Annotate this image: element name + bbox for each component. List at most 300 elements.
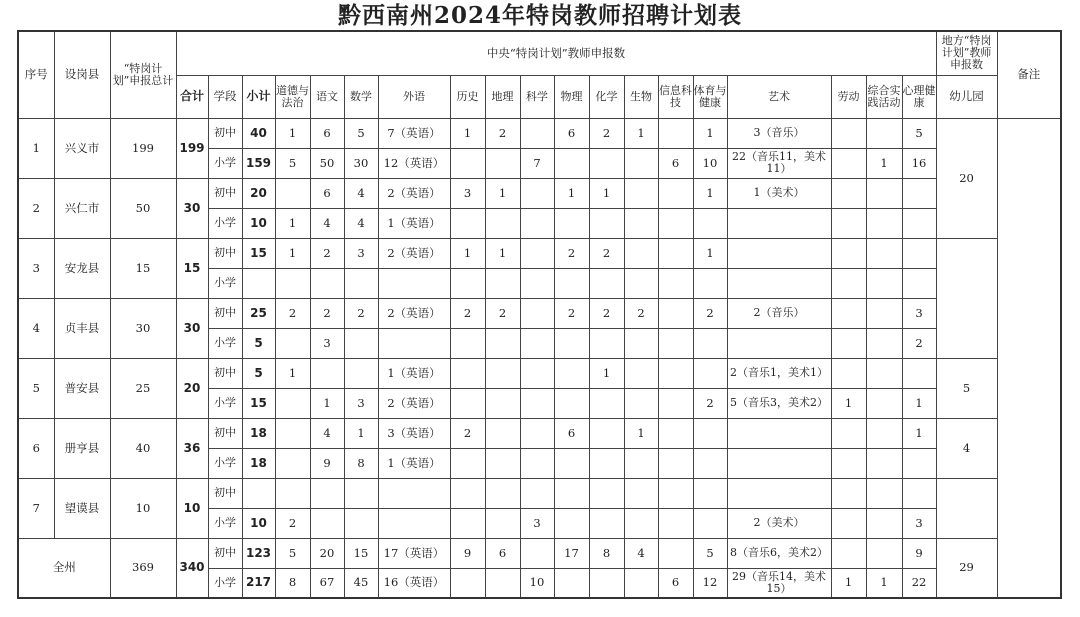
count-cell: 4	[344, 178, 378, 208]
count-cell: 3	[902, 508, 936, 538]
count-cell: 1	[275, 238, 310, 268]
count-cell	[378, 478, 450, 508]
count-cell: 1（美术）	[727, 178, 831, 208]
subject-header: 化学	[589, 75, 624, 118]
total-declared-header: “特岗计划”申报总计	[110, 31, 176, 118]
count-cell: 5（音乐3，美术2）	[727, 388, 831, 418]
count-cell	[520, 478, 554, 508]
count-cell	[866, 478, 902, 508]
count-cell	[658, 208, 693, 238]
count-cell: 16	[902, 148, 936, 178]
table-row	[18, 478, 1061, 508]
count-cell: 15	[344, 538, 378, 568]
count-cell	[450, 268, 485, 298]
count-cell: 7	[520, 148, 554, 178]
count-cell	[624, 238, 658, 268]
count-cell	[866, 358, 902, 388]
declared-total-cell: 199	[110, 118, 176, 178]
count-cell	[727, 238, 831, 268]
count-cell	[658, 418, 693, 448]
count-cell	[450, 508, 485, 538]
count-cell: 2	[589, 118, 624, 148]
count-cell	[450, 328, 485, 358]
count-cell	[727, 448, 831, 478]
count-cell: 5	[344, 118, 378, 148]
count-cell: 10	[520, 568, 554, 598]
sum-cell: 10	[176, 478, 208, 538]
sum-cell: 20	[176, 358, 208, 418]
count-cell	[624, 508, 658, 538]
count-cell	[554, 208, 589, 238]
declared-total-cell: 30	[110, 298, 176, 358]
count-cell	[866, 178, 902, 208]
count-cell: 2（英语）	[378, 388, 450, 418]
kindergarten-cell: 4	[936, 418, 997, 478]
count-cell: 2	[693, 298, 727, 328]
count-cell	[624, 478, 658, 508]
declared-total-cell: 15	[110, 238, 176, 298]
count-cell: 6	[554, 118, 589, 148]
count-cell: 1	[866, 148, 902, 178]
count-cell: 6	[310, 118, 344, 148]
count-cell	[275, 268, 310, 298]
county-cell: 普安县	[54, 358, 110, 418]
count-cell: 3	[344, 238, 378, 268]
count-cell: 2（英语）	[378, 178, 450, 208]
count-cell: 1	[693, 238, 727, 268]
count-cell	[624, 178, 658, 208]
count-cell: 4	[310, 208, 344, 238]
count-cell	[624, 448, 658, 478]
count-cell	[902, 238, 936, 268]
count-cell	[902, 178, 936, 208]
count-cell: 5	[902, 118, 936, 148]
count-cell	[831, 238, 866, 268]
count-cell: 6	[658, 148, 693, 178]
subtotal-cell: 159	[242, 148, 275, 178]
count-cell: 1	[831, 568, 866, 598]
count-cell: 1	[485, 178, 520, 208]
count-cell: 6	[310, 178, 344, 208]
stage-cell: 初中	[208, 538, 242, 568]
remarks-cell	[997, 118, 1061, 598]
count-cell	[554, 478, 589, 508]
count-cell	[831, 178, 866, 208]
count-cell	[831, 448, 866, 478]
count-cell	[902, 208, 936, 238]
count-cell	[275, 328, 310, 358]
count-cell	[624, 148, 658, 178]
remarks-header: 备注	[997, 31, 1061, 118]
stage-cell: 初中	[208, 418, 242, 448]
count-cell	[902, 478, 936, 508]
kindergarten-cell: 20	[936, 118, 997, 238]
count-cell: 9	[310, 448, 344, 478]
count-cell	[554, 148, 589, 178]
count-cell: 1（英语）	[378, 208, 450, 238]
count-cell: 4	[344, 208, 378, 238]
count-cell: 50	[310, 148, 344, 178]
count-cell: 3	[450, 178, 485, 208]
count-cell: 2	[275, 298, 310, 328]
subject-header: 艺术	[727, 75, 831, 118]
count-cell: 3	[310, 328, 344, 358]
count-cell	[831, 298, 866, 328]
subject-header: 心理健康	[902, 75, 936, 118]
count-cell: 9	[450, 538, 485, 568]
count-cell	[727, 268, 831, 298]
count-cell: 8	[344, 448, 378, 478]
count-cell: 2	[902, 328, 936, 358]
count-cell: 3（英语）	[378, 418, 450, 448]
seq-cell: 5	[18, 358, 54, 418]
seq-cell: 3	[18, 238, 54, 298]
count-cell	[378, 508, 450, 538]
count-cell	[831, 118, 866, 148]
count-cell	[554, 568, 589, 598]
count-cell	[485, 268, 520, 298]
count-cell	[866, 118, 902, 148]
count-cell	[275, 448, 310, 478]
count-cell	[831, 268, 866, 298]
count-cell: 29（音乐14，美术15）	[727, 568, 831, 598]
count-cell	[450, 478, 485, 508]
stage-cell: 初中	[208, 358, 242, 388]
table-row	[18, 358, 1061, 388]
subtotal-cell: 123	[242, 538, 275, 568]
count-cell	[902, 448, 936, 478]
seq-cell: 7	[18, 478, 54, 538]
count-cell	[658, 238, 693, 268]
count-cell	[866, 508, 902, 538]
count-cell	[310, 358, 344, 388]
count-cell	[554, 448, 589, 478]
count-cell	[624, 328, 658, 358]
stage-cell: 初中	[208, 238, 242, 268]
count-cell: 2	[450, 418, 485, 448]
count-cell: 3（音乐）	[727, 118, 831, 148]
subtotal-cell: 10	[242, 208, 275, 238]
count-cell	[693, 508, 727, 538]
count-cell	[624, 388, 658, 418]
count-cell	[831, 418, 866, 448]
table-row	[18, 538, 1061, 568]
subtotal-cell: 5	[242, 358, 275, 388]
count-cell	[589, 418, 624, 448]
count-cell	[344, 358, 378, 388]
count-cell: 16（英语）	[378, 568, 450, 598]
count-cell: 5	[275, 148, 310, 178]
count-cell	[693, 268, 727, 298]
count-cell	[658, 178, 693, 208]
count-cell: 2	[485, 118, 520, 148]
header-row	[18, 31, 1061, 75]
count-cell	[624, 358, 658, 388]
count-cell	[275, 388, 310, 418]
stage-cell: 初中	[208, 178, 242, 208]
kindergarten-header: 幼儿园	[936, 75, 997, 118]
subtotal-cell: 5	[242, 328, 275, 358]
count-cell: 9	[902, 538, 936, 568]
count-cell	[902, 358, 936, 388]
count-cell	[344, 478, 378, 508]
count-cell	[520, 358, 554, 388]
stage-cell: 小学	[208, 208, 242, 238]
count-cell	[866, 538, 902, 568]
count-cell: 1	[831, 388, 866, 418]
count-cell: 1	[554, 178, 589, 208]
count-cell	[727, 418, 831, 448]
count-cell: 2（音乐1，美术1）	[727, 358, 831, 388]
kindergarten-cell: 29	[936, 538, 997, 598]
count-cell	[693, 448, 727, 478]
count-cell: 2	[589, 298, 624, 328]
count-cell	[344, 508, 378, 538]
count-cell	[727, 328, 831, 358]
count-cell: 12（英语）	[378, 148, 450, 178]
seq-cell: 2	[18, 178, 54, 238]
plan-table	[17, 30, 1062, 599]
count-cell	[450, 388, 485, 418]
count-cell: 1	[693, 118, 727, 148]
count-cell	[658, 268, 693, 298]
stage-cell: 小学	[208, 268, 242, 298]
county-cell: 安龙县	[54, 238, 110, 298]
county-header: 设岗县	[54, 31, 110, 118]
stage-cell: 小学	[208, 568, 242, 598]
count-cell	[658, 538, 693, 568]
count-cell	[275, 478, 310, 508]
seq-cell: 4	[18, 298, 54, 358]
stage-cell: 小学	[208, 508, 242, 538]
count-cell	[866, 208, 902, 238]
count-cell	[520, 298, 554, 328]
count-cell: 20	[310, 538, 344, 568]
count-cell	[485, 568, 520, 598]
count-cell: 2（美术）	[727, 508, 831, 538]
count-cell	[450, 568, 485, 598]
count-cell	[520, 538, 554, 568]
subject-header: 历史	[450, 75, 485, 118]
kindergarten-cell: 5	[936, 358, 997, 418]
count-cell	[831, 538, 866, 568]
count-cell: 17	[554, 538, 589, 568]
count-cell	[554, 268, 589, 298]
count-cell	[485, 208, 520, 238]
kindergarten-cell	[936, 238, 997, 358]
count-cell: 5	[693, 538, 727, 568]
count-cell	[658, 328, 693, 358]
count-cell	[658, 478, 693, 508]
count-cell: 2（音乐）	[727, 298, 831, 328]
count-cell	[450, 358, 485, 388]
subject-header: 劳动	[831, 75, 866, 118]
sum-cell: 30	[176, 178, 208, 238]
count-cell	[485, 358, 520, 388]
count-cell	[658, 358, 693, 388]
subject-header: 科学	[520, 75, 554, 118]
count-cell: 2	[450, 298, 485, 328]
count-cell	[589, 568, 624, 598]
subject-header: 信息科技	[658, 75, 693, 118]
count-cell	[344, 328, 378, 358]
count-cell	[589, 478, 624, 508]
count-cell	[727, 208, 831, 238]
count-cell: 22（音乐11，美术11）	[727, 148, 831, 178]
count-cell	[485, 388, 520, 418]
count-cell: 1	[310, 388, 344, 418]
seq-cell: 6	[18, 418, 54, 478]
count-cell: 2	[310, 298, 344, 328]
count-cell	[866, 268, 902, 298]
subtotal-cell	[242, 478, 275, 508]
count-cell: 2	[344, 298, 378, 328]
stage-cell: 初中	[208, 298, 242, 328]
subject-header: 综合实践活动	[866, 75, 902, 118]
count-cell	[554, 388, 589, 418]
subject-header: 生物	[624, 75, 658, 118]
count-cell: 4	[310, 418, 344, 448]
count-cell	[485, 328, 520, 358]
count-cell	[485, 508, 520, 538]
count-cell: 1	[485, 238, 520, 268]
count-cell: 10	[693, 148, 727, 178]
count-cell: 1（英语）	[378, 448, 450, 478]
table-row	[18, 418, 1061, 448]
declared-total-cell: 40	[110, 418, 176, 478]
subtotal-cell: 15	[242, 238, 275, 268]
count-cell	[866, 298, 902, 328]
table-row	[18, 178, 1061, 208]
count-cell	[589, 208, 624, 238]
count-cell	[485, 418, 520, 448]
stage-cell: 小学	[208, 388, 242, 418]
count-cell	[658, 448, 693, 478]
sum-header: 合计	[176, 75, 208, 118]
count-cell	[693, 328, 727, 358]
count-cell	[520, 118, 554, 148]
count-cell	[310, 478, 344, 508]
subject-header: 物理	[554, 75, 589, 118]
count-cell: 1	[275, 358, 310, 388]
count-cell	[866, 238, 902, 268]
count-cell	[554, 328, 589, 358]
count-cell	[520, 418, 554, 448]
subject-header: 外语	[378, 75, 450, 118]
count-cell	[624, 208, 658, 238]
count-cell: 1	[866, 568, 902, 598]
count-cell: 1	[450, 238, 485, 268]
county-cell: 贞丰县	[54, 298, 110, 358]
count-cell	[485, 478, 520, 508]
count-cell: 2	[310, 238, 344, 268]
stage-cell: 小学	[208, 448, 242, 478]
stage-header: 学段	[208, 75, 242, 118]
table-row	[18, 118, 1061, 148]
county-cell: 望谟县	[54, 478, 110, 538]
stage-cell: 小学	[208, 148, 242, 178]
subtotal-cell	[242, 268, 275, 298]
count-cell	[378, 328, 450, 358]
count-cell: 8（音乐6，美术2）	[727, 538, 831, 568]
county-cell: 兴义市	[54, 118, 110, 178]
count-cell	[693, 418, 727, 448]
count-cell: 3	[520, 508, 554, 538]
kindergarten-cell	[936, 478, 997, 538]
count-cell	[624, 268, 658, 298]
sum-cell: 36	[176, 418, 208, 478]
count-cell: 2	[589, 238, 624, 268]
count-cell	[866, 448, 902, 478]
count-cell	[589, 448, 624, 478]
count-cell	[589, 508, 624, 538]
declared-total-cell: 369	[110, 538, 176, 598]
count-cell: 1	[902, 388, 936, 418]
count-cell: 1	[624, 418, 658, 448]
declared-total-cell: 50	[110, 178, 176, 238]
count-cell: 1	[624, 118, 658, 148]
count-cell: 3	[902, 298, 936, 328]
count-cell	[658, 388, 693, 418]
count-cell	[866, 328, 902, 358]
stage-cell: 初中	[208, 118, 242, 148]
count-cell: 7（英语）	[378, 118, 450, 148]
count-cell: 8	[589, 538, 624, 568]
count-cell	[520, 388, 554, 418]
count-cell	[589, 148, 624, 178]
count-cell	[866, 388, 902, 418]
county-cell: 册亨县	[54, 418, 110, 478]
subject-header: 数学	[344, 75, 378, 118]
subtotal-cell: 40	[242, 118, 275, 148]
subtotal-header: 小计	[242, 75, 275, 118]
count-cell	[831, 328, 866, 358]
count-cell	[624, 568, 658, 598]
count-cell	[831, 358, 866, 388]
count-cell: 1	[344, 418, 378, 448]
subject-header: 地理	[485, 75, 520, 118]
count-cell: 1	[589, 358, 624, 388]
central-plan-header: 中央“特岗计划”教师申报数	[176, 31, 936, 75]
subtotal-cell: 10	[242, 508, 275, 538]
count-cell	[589, 328, 624, 358]
declared-total-cell: 25	[110, 358, 176, 418]
count-cell	[520, 208, 554, 238]
sum-cell: 15	[176, 238, 208, 298]
count-cell	[658, 298, 693, 328]
count-cell	[693, 208, 727, 238]
count-cell: 3	[344, 388, 378, 418]
count-cell	[693, 358, 727, 388]
count-cell: 1	[275, 208, 310, 238]
sum-cell: 199	[176, 118, 208, 178]
count-cell	[554, 508, 589, 538]
count-cell: 12	[693, 568, 727, 598]
count-cell	[344, 268, 378, 298]
sum-cell: 340	[176, 538, 208, 598]
count-cell	[831, 208, 866, 238]
count-cell	[485, 148, 520, 178]
count-cell: 1	[902, 418, 936, 448]
count-cell: 8	[275, 568, 310, 598]
count-cell	[378, 268, 450, 298]
count-cell: 6	[485, 538, 520, 568]
count-cell	[589, 268, 624, 298]
count-cell: 1	[275, 118, 310, 148]
count-cell	[589, 388, 624, 418]
count-cell	[310, 268, 344, 298]
count-cell: 2	[624, 298, 658, 328]
